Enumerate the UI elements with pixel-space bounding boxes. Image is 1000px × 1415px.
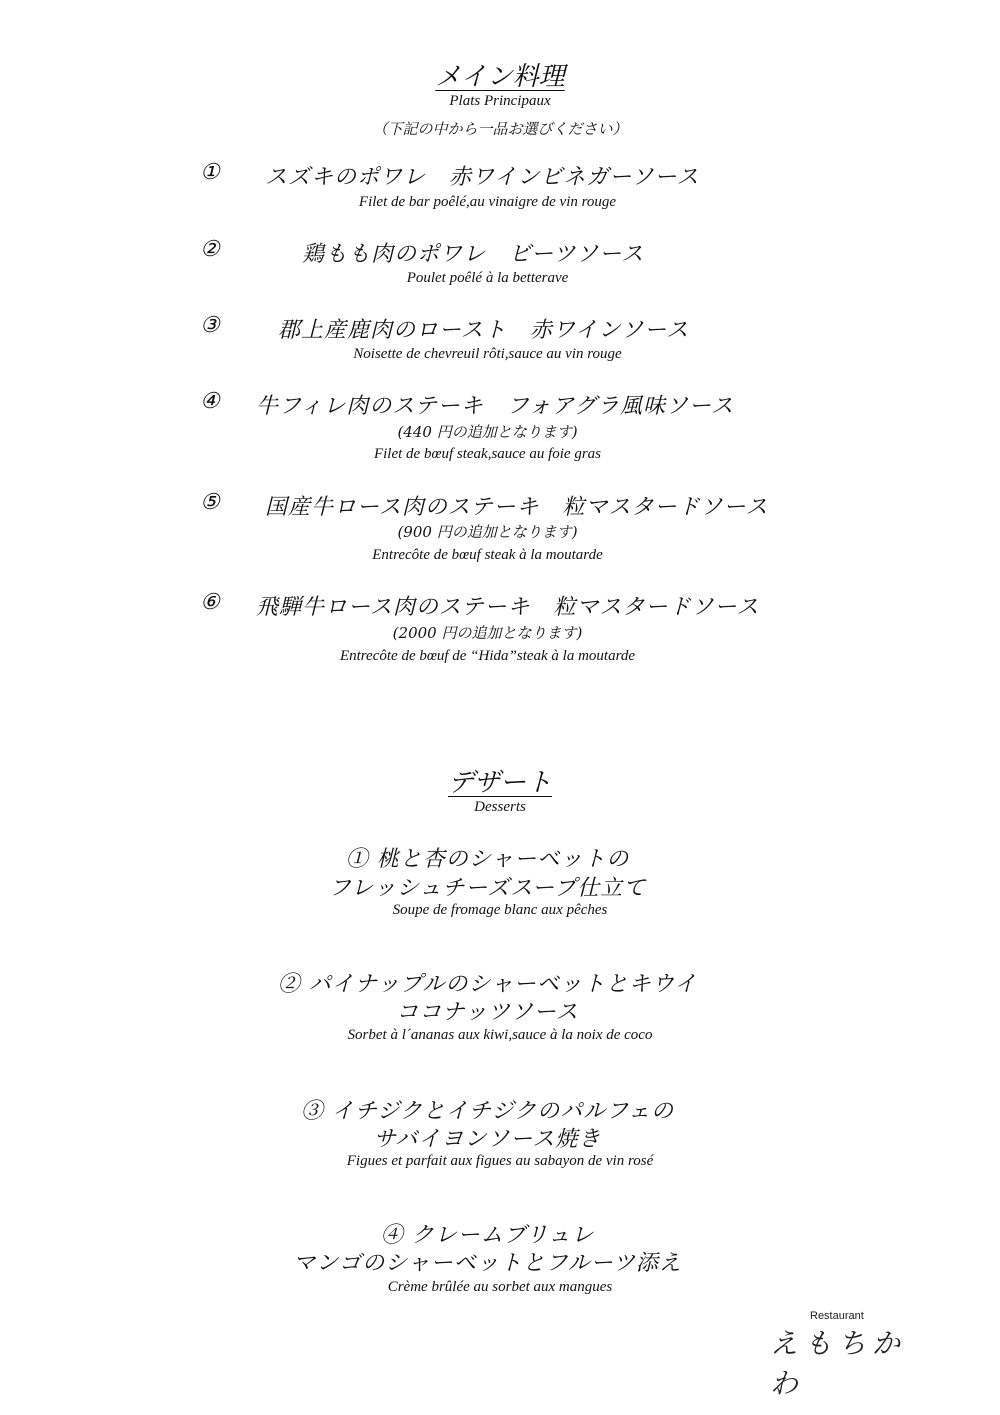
dessert-item-3-line2: サバイヨンソース焼き — [373, 1127, 602, 1152]
main-item-6-fr: Entrecôte de bœuf de “Hida”steak à la moutarde — [339, 648, 636, 664]
main-item-2-fr: Poulet poêlé à la betterave — [406, 270, 569, 286]
main-section-note: （下記の中から一品お選びください） — [372, 120, 628, 138]
main-item-1-jp: スズキのポワレ 赤ワインビネガーソース — [265, 165, 700, 190]
dessert-item-2-fr: Sorbet à l´ananas aux kiwi,sauce à la noix de coco — [347, 1027, 653, 1043]
main-item-6-jp: 飛騨牛ロース肉のステーキ 粒マスタードソース — [256, 595, 760, 620]
dessert-item-3-line1: ③ イチジクとイチジクのパルフェの — [300, 1099, 675, 1124]
main-item-5-surcharge: (900 円の追加となります) — [397, 523, 578, 541]
main-item-1-number: ① — [200, 160, 220, 185]
main-item-6-number: ⑥ — [200, 590, 220, 615]
main-item-4-fr: Filet de bœuf steak,sauce au foie gras — [373, 446, 602, 462]
logo-script-name: えもちかわ — [770, 1327, 907, 1400]
main-item-4-number: ④ — [200, 389, 220, 414]
main-item-2-jp: 鶏もも肉のポワレ ビーツソース — [302, 242, 645, 267]
main-item-5-jp: 国産牛ロース肉のステーキ 粒マスタードソース — [265, 495, 769, 520]
main-section-subtitle: Plats Principaux — [449, 93, 551, 109]
dessert-item-4-fr: Crème brûlée au sorbet aux mangues — [387, 1279, 613, 1295]
dessert-item-4-line2: マンゴのシャーベットとフルーツ添え — [293, 1251, 682, 1276]
dessert-item-1-line2: フレッシュチーズスープ仕立て — [328, 876, 647, 901]
restaurant-logo — [770, 1310, 920, 1400]
dessert-section-subtitle: Desserts — [474, 799, 526, 815]
dessert-item-2-line1: ② パイナップルのシャーベットとキウイ — [277, 972, 698, 997]
dessert-item-3-fr: Figues et parfait aux figues au sabayon de vin rosé — [346, 1153, 654, 1169]
main-item-2-number: ② — [200, 237, 220, 262]
main-item-6-surcharge: (2000 円の追加となります) — [392, 624, 583, 642]
main-section-title: メイン料理 — [435, 62, 565, 92]
logo-restaurant-label: Restaurant — [810, 1310, 864, 1322]
main-item-3-fr: Noisette de chevreuil rôti,sauce au vin rouge — [353, 346, 622, 362]
main-item-3-jp: 郡上産鹿肉のロースト 赤ワインソース — [278, 318, 690, 343]
dessert-item-2-line2: ココナッツソース — [396, 1000, 579, 1025]
main-item-5-number: ⑤ — [200, 490, 220, 515]
main-item-3-number: ③ — [200, 313, 220, 338]
dessert-section-title: デザート — [447, 768, 552, 798]
main-item-4-surcharge: (440 円の追加となります) — [397, 423, 578, 441]
main-item-4-jp: 牛フィレ肉のステーキ フォアグラ風味ソース — [256, 394, 734, 419]
dessert-item-4-line1: ④ クレームブリュレ — [380, 1223, 595, 1248]
main-item-5-fr: Entrecôte de bœuf steak à la moutarde — [372, 547, 603, 563]
dessert-item-1-fr: Soupe de fromage blanc aux pêches — [392, 902, 608, 918]
dessert-item-1-line1: ① 桃と杏のシャーベットの — [345, 847, 630, 872]
main-item-1-fr: Filet de bar poêlé,au vinaigre de vin rouge — [358, 194, 617, 210]
